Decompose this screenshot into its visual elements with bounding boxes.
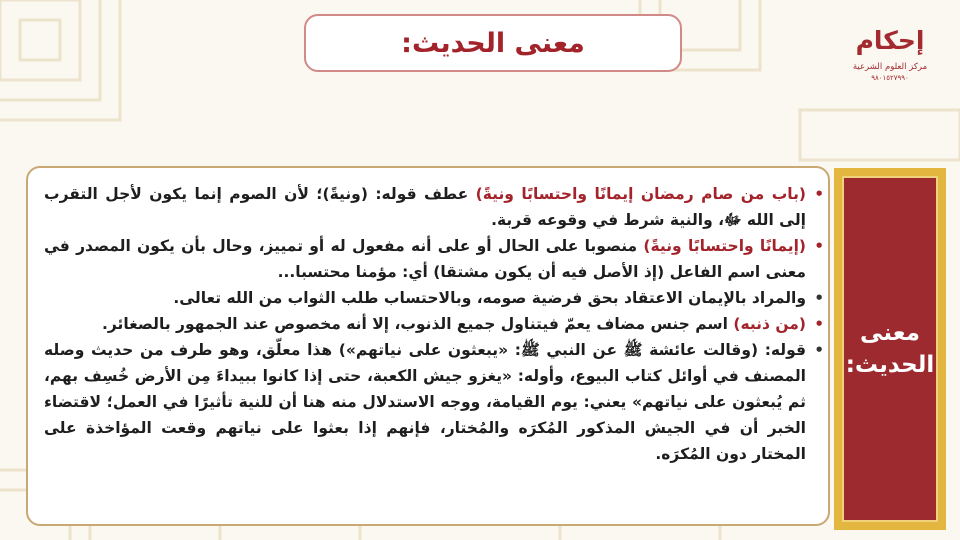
bullet-icon: • [814,315,824,333]
logo-word: إحكام [855,26,925,55]
logo [848,22,932,94]
bullet-list [44,181,828,467]
list-item [44,285,828,311]
bullet-text: اسم جنس مضاف يعمّ فيتناول جميع الذنوب، إلا أنه مخصوص عند الجمهور بالصغائر. [101,315,734,333]
bullet-text: والمراد بالإيمان الاعتقاد بحق فرضية صومه، وبالاحتساب طلب الثواب من الله تعالى. [173,289,806,307]
bullet-icon: • [814,237,824,255]
side-panel-inner [842,176,938,522]
bullet-text: عطف قوله: (ونيةً)؛ لأن الصوم إنما يكون لأجل التقرب إلى الله ﷻ، والنية شرط في وقوعه قربة. [44,185,806,229]
logo-subtitle: مركز العلوم الشرعية [852,62,928,72]
page-title: معنى الحديث: [401,27,585,59]
bullet-highlight: (باب من صام رمضان إيمانًا واحتسابًا ونيةً) [475,185,807,203]
side-panel-label: معنى الحديث: [845,320,935,378]
list-item [44,181,828,233]
side-panel [834,168,946,530]
bullet-highlight: (من ذنبه) [733,315,806,333]
bullet-highlight: (إيمانًا واحتسابًا ونيةً) [643,237,806,255]
title-box [304,14,682,72]
list-item [44,233,828,285]
bullet-text: منصوبا على الحال أو على أنه مفعول له أو تمييز، وحال بأن يكون المصدر في معنى اسم الفاعل (إذ الأصل فيه أن يكون مشتقا) أي: مؤمنا محتسبا... [44,237,806,281]
bullet-icon: • [814,289,824,307]
bullet-icon: • [814,341,824,359]
logo-phone: ٩٨٠١٥٢٧٩٩٠ [871,74,909,82]
bullet-icon: • [814,185,824,203]
list-item [44,311,828,337]
bullet-text: قوله: (وقالت عائشة ﷺ عن النبي ﷺ: «يبعثون على نياتهم») هذا معلّق، وهو طرف من حديث وصله المصنف في أوائل كتاب البيوع، وأوله: «يغزو جيش الكعبة، حتى إذا كانوا ببيداءَ مِن الأرض خُسِف بهم، ثم يُبعثون على نياتهم» يعني: يوم القيامة، ووجه الاستدلال منه هنا أن للنية تأثيرًا في العمل؛ لاقتضاء الخبر أن في الجيش المذكور المُكرَه والمُختار، فإنهم إذا بعثوا على نياتهم وقعت المؤاخذة على المختار دون المُكرَه. [44,341,806,463]
list-item [44,337,828,467]
